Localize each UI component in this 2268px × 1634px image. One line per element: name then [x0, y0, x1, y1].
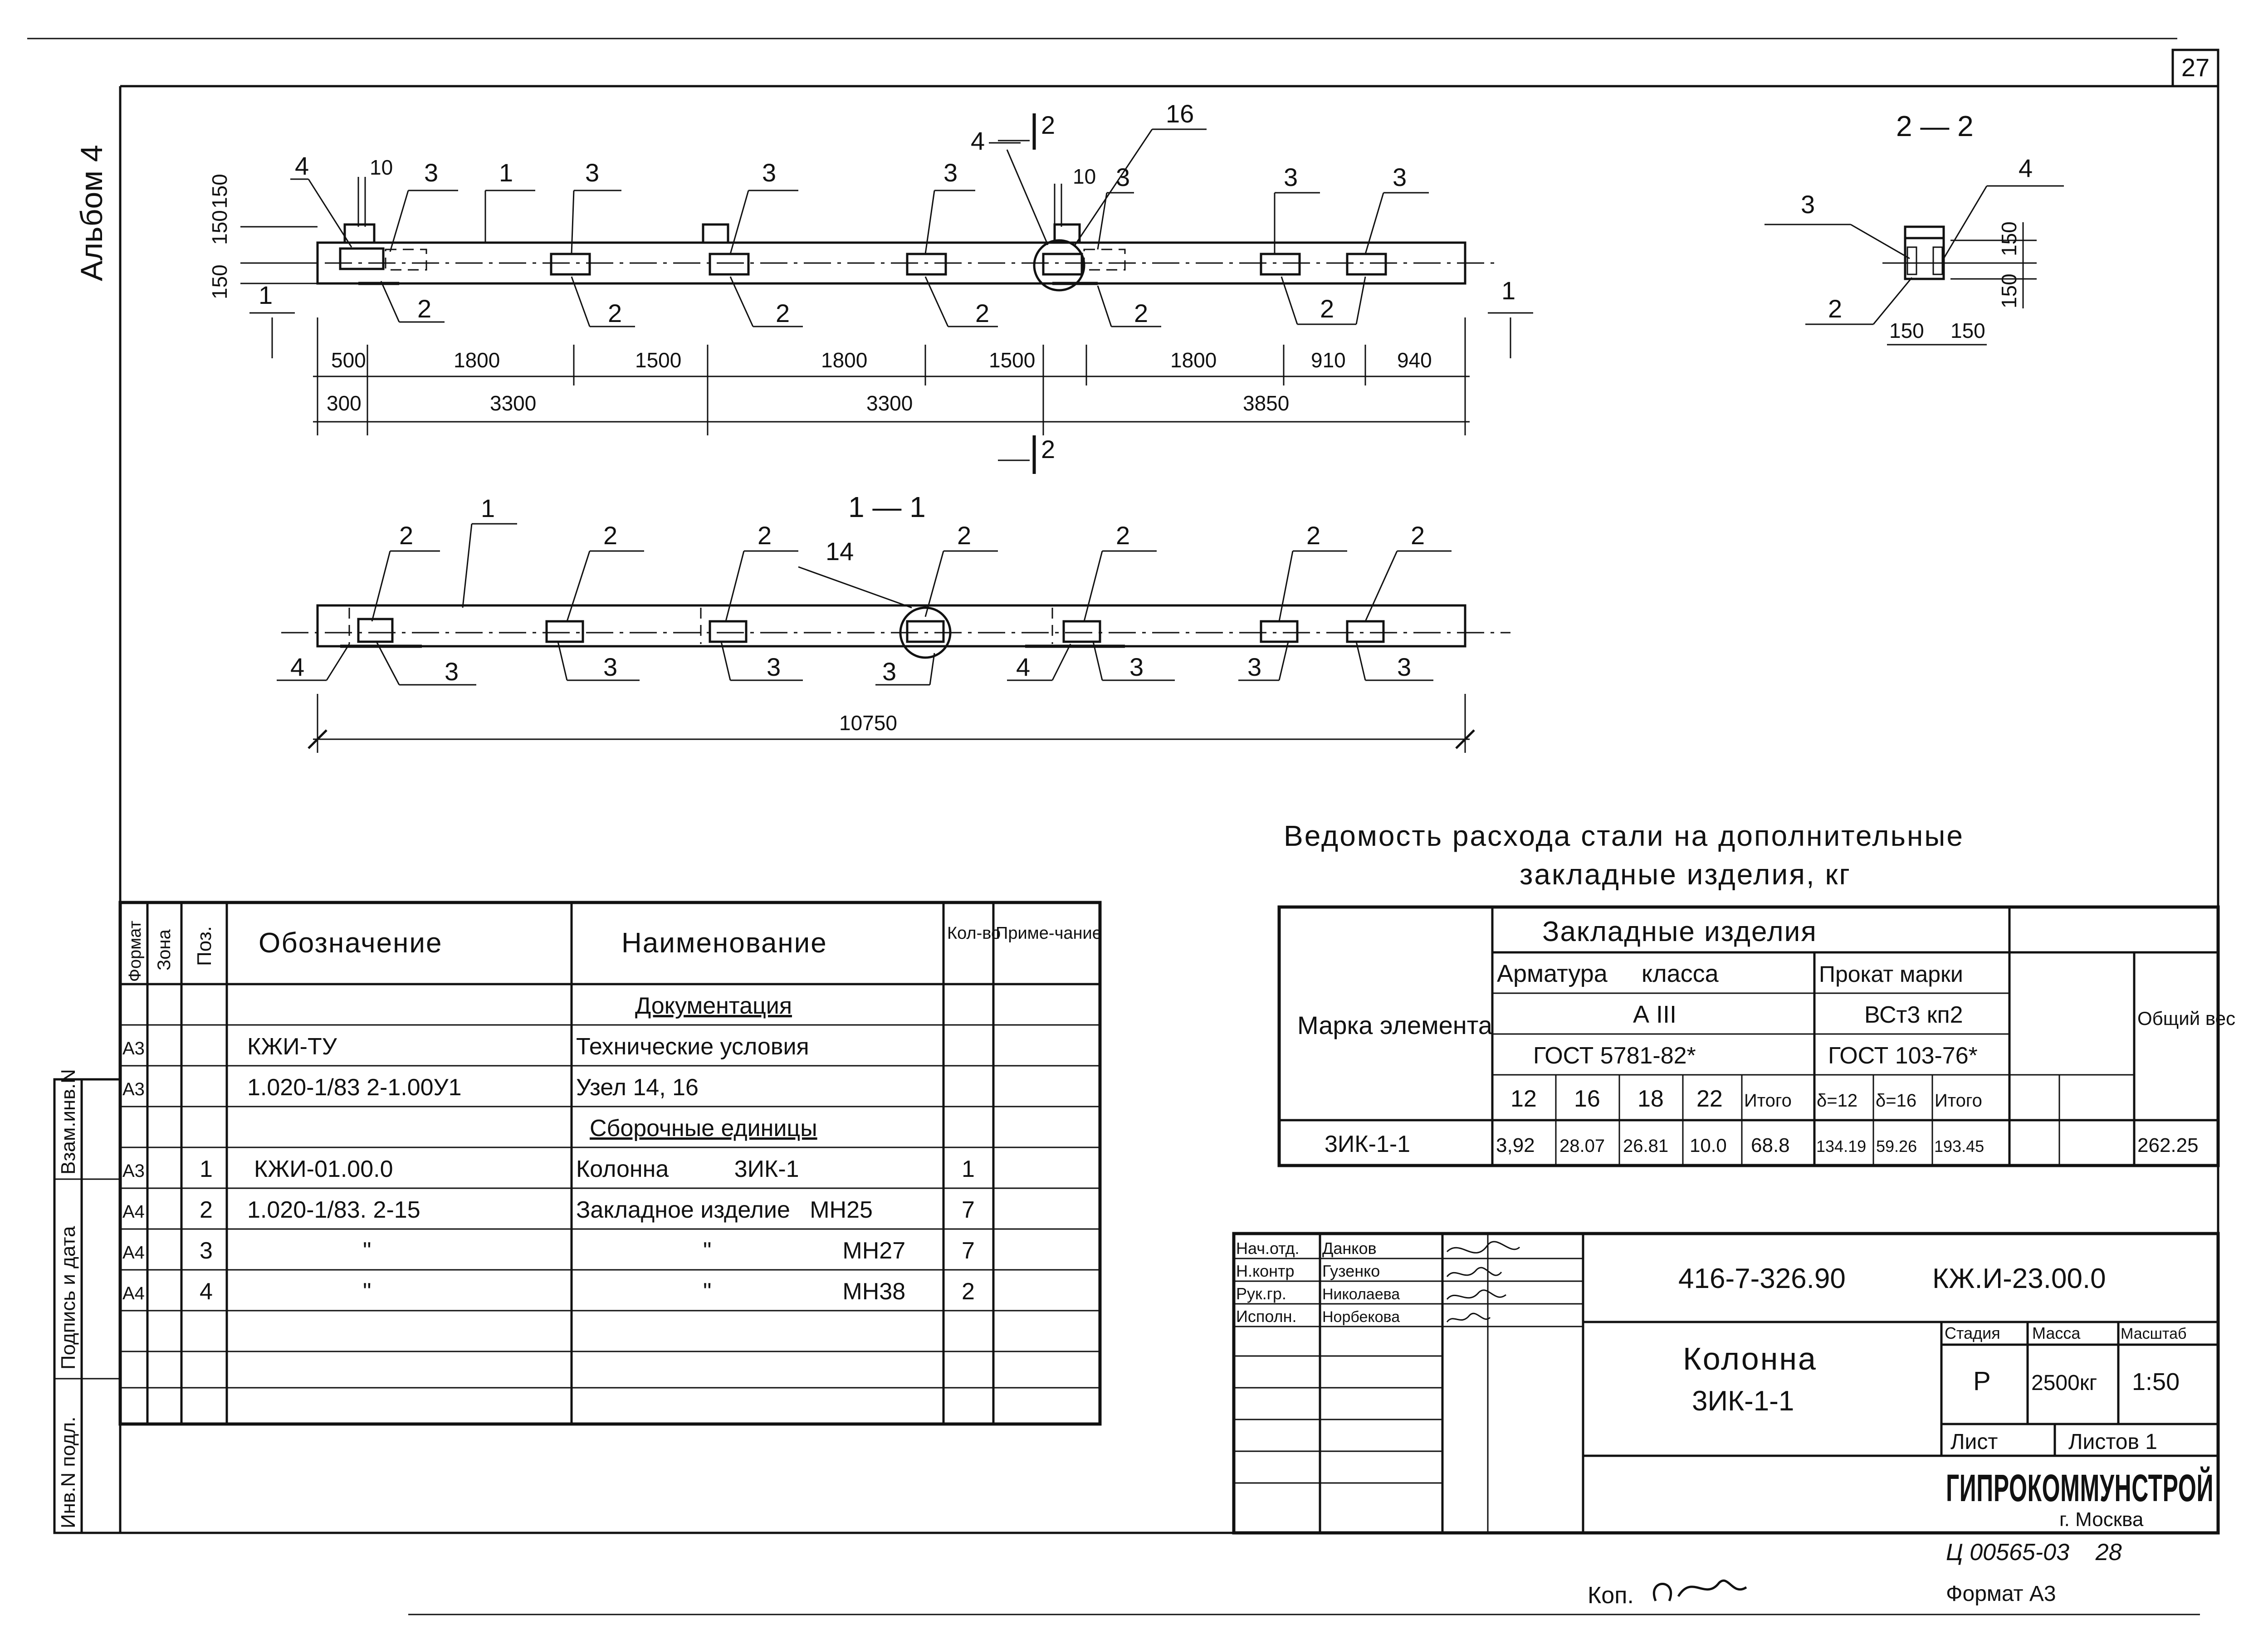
- steel-total-header: Общий вес: [2137, 1008, 2236, 1029]
- tb-role: Исполн.: [1236, 1307, 1297, 1326]
- dim-row2: 3850: [1243, 391, 1290, 415]
- side-strip-inv: Инв.N подл.: [57, 1416, 79, 1528]
- callout: 3: [1129, 653, 1144, 681]
- steel-value: 59.26: [1876, 1137, 1917, 1156]
- callout: 3: [882, 657, 897, 686]
- dim-row2: 3300: [866, 391, 913, 415]
- inventory-number: Ц 00565-03 28: [1946, 1539, 2122, 1566]
- callout: 4: [295, 151, 309, 180]
- side-stamp-strip: [54, 1069, 120, 1533]
- callout: 3: [767, 653, 781, 681]
- callout: 2: [957, 521, 972, 550]
- tb-role: Нач.отд.: [1236, 1239, 1300, 1258]
- spec-header-note: Приме-чание: [996, 924, 1102, 943]
- tb-mass-value: 2500кг: [2031, 1371, 2097, 1395]
- section-mark: 2: [1041, 435, 1056, 463]
- embed-plate: [710, 254, 748, 274]
- callout: 2: [1116, 521, 1130, 550]
- dim-side: 150: [208, 210, 231, 245]
- steel-subheader: Итого: [1935, 1091, 1982, 1111]
- callout: 3: [943, 158, 958, 187]
- steel-table-title-1: Ведомость расхода стали на дополнительные: [1284, 819, 1964, 852]
- tb-project-code: 416-7-326.90: [1678, 1263, 1846, 1294]
- callout: 2: [1320, 294, 1334, 323]
- steel-mark-header: Марка элемента: [1297, 1011, 1492, 1039]
- spec-cell: КЖИ-ТУ: [247, 1034, 337, 1060]
- spec-header-pos: Поз.: [193, 926, 215, 966]
- copied-by: Коп.: [1588, 1582, 1634, 1609]
- callout: 3: [1116, 163, 1130, 191]
- steel-row-total: 262.25: [2137, 1134, 2199, 1156]
- format-label: Формат А3: [1946, 1582, 2056, 1606]
- dim-row1: 500: [331, 348, 366, 372]
- spec-cell: А3: [122, 1039, 145, 1058]
- tb-role: Н.контр: [1236, 1262, 1295, 1280]
- dim-row1: 1500: [635, 348, 682, 372]
- specification-table: [120, 902, 1102, 1424]
- spec-cell: А4: [122, 1243, 145, 1263]
- dim-row1: 1800: [454, 348, 500, 372]
- steel-rebar-class: А III: [1633, 1001, 1677, 1028]
- callout: 2: [1134, 299, 1149, 327]
- spec-cell: 1: [200, 1156, 213, 1182]
- callout: 10: [370, 156, 393, 179]
- dim-row1: 940: [1397, 348, 1432, 372]
- steel-value: 68.8: [1751, 1134, 1790, 1156]
- steel-subheader: 12: [1510, 1086, 1537, 1112]
- spec-cell: 7: [962, 1197, 975, 1223]
- steel-subheader: 22: [1696, 1086, 1723, 1112]
- callout: 3: [1397, 653, 1412, 681]
- callout: 16: [1166, 99, 1194, 128]
- callout: 1: [499, 158, 513, 187]
- embed-plate: [907, 254, 946, 274]
- steel-rolled-grade: ВСт3 кп2: [1864, 1002, 1963, 1028]
- steel-subheader: Итого: [1744, 1091, 1792, 1111]
- callout: 4: [290, 653, 305, 681]
- spec-header-name: Наименование: [621, 927, 827, 959]
- callout: 4: [1016, 653, 1031, 681]
- signature: [1447, 1313, 1490, 1322]
- side-strip-sign: Подпись и дата: [57, 1226, 79, 1370]
- callout: 3: [1247, 653, 1262, 681]
- steel-subheader: 18: [1637, 1086, 1664, 1112]
- spec-cell: КЖИ-01.00.0: [254, 1156, 393, 1182]
- copy-signature: [1654, 1580, 1746, 1601]
- tb-object-2: 3ИК-1-1: [1692, 1385, 1794, 1417]
- dim-row1: 1800: [821, 348, 868, 372]
- spec-cell: 1.020-1/83 2-1.00У1: [247, 1074, 462, 1101]
- steel-value: 193.45: [1934, 1137, 1984, 1156]
- callout: 3: [1284, 163, 1298, 191]
- tb-organization: ГИПРОКОММУНСТРОЙ: [1946, 1467, 2214, 1509]
- callout: 3: [1801, 190, 1815, 219]
- bottom-notes: [1588, 1539, 2122, 1609]
- signature: [1447, 1290, 1506, 1299]
- steel-value: 28.07: [1559, 1136, 1605, 1156]
- callout: 3: [1393, 163, 1407, 191]
- steel-value: 3,92: [1496, 1134, 1535, 1156]
- spec-cell: ": [363, 1238, 371, 1264]
- section-mark: 1: [259, 281, 273, 309]
- section-1-1: [277, 491, 1510, 753]
- callout: 2: [1828, 294, 1843, 323]
- embed-plate: [1043, 254, 1082, 274]
- callout: 2: [975, 299, 990, 327]
- tb-city: г. Москва: [2059, 1508, 2144, 1531]
- spec-cell: Узел 14, 16: [576, 1074, 699, 1101]
- callout: 1: [481, 494, 495, 522]
- spec-header-designation: Обозначение: [259, 927, 443, 959]
- dim-bottom: 150: [1889, 319, 1924, 342]
- callout: 10: [1073, 165, 1096, 188]
- steel-value: 26.81: [1623, 1136, 1669, 1156]
- callout: 4: [2019, 154, 2033, 182]
- spec-cell: " МН38: [703, 1278, 906, 1305]
- spec-cell: 1: [962, 1156, 975, 1182]
- callout: 2: [758, 521, 772, 550]
- spec-cell: 1.020-1/83. 2-15: [247, 1197, 420, 1223]
- spec-header-format: Формат: [126, 921, 145, 982]
- spec-cell: " МН27: [703, 1238, 906, 1264]
- title-block: [1234, 1234, 2218, 1533]
- steel-rolled-header: Прокат марки: [1819, 961, 1963, 987]
- spec-cell: 4: [200, 1278, 213, 1305]
- tb-name: Норбекова: [1322, 1308, 1400, 1326]
- tb-mass-label: Масса: [2032, 1324, 2081, 1342]
- dim-row1: 1500: [989, 348, 1036, 372]
- callout: 3: [424, 158, 439, 187]
- callout: 2: [776, 299, 790, 327]
- tb-scale-value: 1:50: [2132, 1368, 2180, 1395]
- steel-value: 134.19: [1816, 1137, 1867, 1156]
- spec-cell: ": [363, 1278, 371, 1305]
- steel-table-title-2: закладные изделия, кг: [1520, 858, 1851, 891]
- callout: 2: [1306, 521, 1321, 550]
- steel-value: 10.0: [1690, 1135, 1727, 1156]
- callout: 2: [608, 299, 622, 327]
- tb-stage-label: Стадия: [1945, 1324, 2000, 1342]
- steel-rolled-gost: ГОСТ 103-76*: [1828, 1043, 1978, 1069]
- signature: [1447, 1242, 1520, 1253]
- spec-cell: А3: [122, 1079, 145, 1099]
- tb-sheet-label: Лист: [1950, 1430, 1998, 1454]
- dim-right: 150: [1997, 273, 2021, 308]
- tb-name: Николаева: [1322, 1286, 1400, 1303]
- callout: 2: [399, 521, 414, 550]
- callout: 14: [826, 537, 854, 566]
- section-2-2-label: 2 — 2: [1896, 110, 1974, 142]
- spec-cell: 2: [962, 1278, 975, 1305]
- tb-scale-label: Масштаб: [2121, 1325, 2187, 1342]
- tb-stage-value: Р: [1973, 1366, 1991, 1396]
- dim-right: 150: [1997, 221, 2021, 256]
- section-2-2: [1765, 110, 2064, 345]
- spec-cell: А4: [122, 1283, 145, 1303]
- callout: 3: [585, 158, 600, 187]
- callout: 3: [445, 657, 459, 686]
- callout: 4: [971, 127, 985, 155]
- section-mark: 1: [1501, 276, 1516, 305]
- spec-section-documentation: Документация: [635, 993, 792, 1019]
- spec-cell: А3: [122, 1161, 145, 1181]
- callout: 2: [603, 521, 618, 550]
- spec-cell: Технические условия: [576, 1034, 809, 1060]
- steel-rebar-gost: ГОСТ 5781-82*: [1533, 1043, 1696, 1069]
- tb-role: Рук.гр.: [1236, 1284, 1286, 1303]
- spec-cell: 3: [200, 1238, 213, 1264]
- section-mark: 2: [1041, 111, 1056, 139]
- steel-rebar-header: Арматура класса: [1497, 960, 1719, 987]
- side-strip-replace: Взам.инв.N: [57, 1069, 79, 1175]
- signature: [1447, 1268, 1501, 1277]
- steel-row-mark: 3ИК-1-1: [1325, 1131, 1411, 1157]
- callout: 2: [1411, 521, 1425, 550]
- spec-cell: 2: [200, 1197, 213, 1223]
- spec-cell: Закладное изделие МН25: [576, 1197, 873, 1223]
- dim-bottom: 150: [1950, 319, 1985, 342]
- steel-group-header: Закладные изделия: [1542, 916, 1817, 947]
- dim-row2: 3300: [490, 391, 537, 415]
- callout: 3: [603, 653, 618, 681]
- sheet-number: 27: [2181, 53, 2210, 82]
- spec-cell: 7: [962, 1238, 975, 1264]
- tb-name: Данков: [1322, 1239, 1377, 1258]
- spec-header-qty: Кол-во: [947, 924, 1001, 943]
- steel-subheader: δ=12: [1817, 1091, 1858, 1111]
- embed-plate: [551, 254, 590, 274]
- dim-row1: 1800: [1170, 348, 1217, 372]
- callout: 3: [762, 158, 777, 187]
- embed-plate: [1347, 254, 1386, 274]
- spec-cell: Колонна 3ИК-1: [576, 1156, 799, 1182]
- column-elevation: [208, 99, 1533, 474]
- tb-doc-code: КЖ.И-23.00.0: [1932, 1263, 2106, 1294]
- spec-section-assembly: Сборочные единицы: [590, 1115, 817, 1141]
- steel-subheader: 16: [1574, 1086, 1600, 1112]
- spec-cell: А4: [122, 1202, 145, 1222]
- spec-header-zone: Зона: [154, 929, 174, 971]
- callout: 2: [417, 294, 432, 323]
- tb-name: Гузенко: [1322, 1262, 1380, 1280]
- tb-object-1: Колонна: [1683, 1341, 1817, 1376]
- steel-consumption-table: [1279, 819, 2235, 1166]
- embed-plate: [340, 249, 383, 269]
- tb-sheets-label: Листов 1: [2068, 1430, 2157, 1454]
- overall-dim: 10750: [839, 711, 897, 735]
- section-1-1-label: 1 — 1: [848, 491, 926, 523]
- dim-side: 150: [208, 174, 231, 209]
- dim-row1: 910: [1311, 348, 1346, 372]
- album-label: Альбом 4: [74, 145, 109, 281]
- dim-row2: 300: [327, 391, 362, 415]
- steel-subheader: δ=16: [1876, 1091, 1917, 1111]
- embed-plate: [1261, 254, 1300, 274]
- dim-side: 150: [208, 264, 231, 299]
